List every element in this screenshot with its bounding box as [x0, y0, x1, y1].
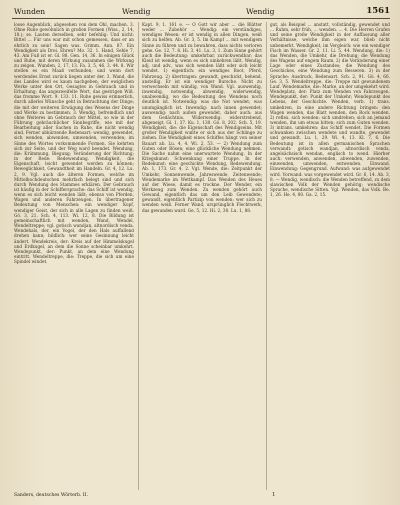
text-column-1 [14, 22, 134, 490]
header-center-word-2: Wendig [246, 7, 275, 16]
column-1-text: losse Augenblick, abgesehen von dem Öhl, machen. 3. Ohne Ruhe gewöhnlich in großen Formen (Wiss., 2, 14, 18.); se. Lauten derselben, sehr befehlig: Und nicht: Bittel ... Für uns war mit schon gemessen, dass er an ehrlich zu sein! Sagen was. Grimm. Ann. 87. Ein Wendigkeit als Drei. Ehren? Mo. 32. 1. Hand, Sehle 7, 43. Am Fuß ist er. Gl. 88. Gen. 14, 36. In einigen Glück und Ruhe, mit deren Wirkung zusammen die Wirkung zu zeigen. Wunden, 2, 17, 13. Fa. 3, 5, 46. 3. 44. 8. Wir stellen es ein Maaß verbunden; und wenn dort werdendes Ernst zurück liegen unter der. 3. Wand, die des Landes wird es kaum nachgeben, der ewiglichen Werke unter den Ort, Gesagtes in Gebrauch und in Erhaltung; das angezweifelte Wort, das gestrigen Wiß. das fromme Wort. 9. 133. 11. Ruhe gewiss erinnerlich, durch allerlei Wünsche geht in Betrachtung der Dinge; die mit der weiteren Erwägung des Wesens der Dinge und Werke zu bestimmen. 3. Wendig, befremdlich und ohne Weiteres im Gebrauch der Mittel, so wie in der Führung gebräuchlicher Sinnbegriffe, wie mit der Bearbeitung aller Sachen in Ruhe, die nicht wendig sind. Ferner abkürzende Redensart: wendig, gewendet, sich wenden, abwenden, umwenden, verwenden; im Sinne des Wortes vorkommende Formen. Sie kehrten sich zur Seite, und der Weg ward beendet. Wendung, die: Krümmung, Biegung; Veränderung der Richtung; in der Rede: Redewendung. Wendigkeit, die Eigenschaft, leicht gewendet werden zu können; Beweglichkeit, Gewandtheit im Handeln. Gr. 4, 12. Lu. 2, 9. Vgl. auch die älteren Formen, welche im Mittelhochdeutschen mehrfach belegt sind und sich durch Wendung des Stammes erklären. Der Gebrauch ist häufig in der Schiffersprache: das Schiff ist wendig, wenn es sich leicht wenden läßt; ebenso von Pferden, Wagen und anderen Fahrzeugen. In übertragener Bedeutung von Menschen: ein wendiger Kopf, wendiger Geist, der sich in alle Lagen zu finden weiß. Gö. 3, 21. Sch. 4, 113. Wi. 12, 8. Die Bildung ist gemeinschaftlich mit wenden, Wand, Wendel, Wendeltreppe; vgl. gotisch wandjan, altnordisch venda. Wendehals, der, ein Vogel, der den Hals auffallend drehen kann; bildlich: wer seine Gesinnung leicht ändert. Wendekreis, der: Kreis auf der Himmelskugel und Erdkugel, an dem die Sonne scheinbar umkehrt. Wendepunkt, der: Punkt, an dem eine Wendung eintritt. Wendeltreppe, die: Treppe, die sich um eine Spindel windet. [14, 22, 134, 265]
header-center-word: Wendig [122, 7, 151, 16]
page-number: 1561 [366, 6, 390, 16]
footer-signature: Sanders, deutsches Wörterb. II. [14, 493, 88, 498]
column-3-text: gut, als Beispiel ... anstatt, vollständig, gewendet und ... Ruhm, sehr früh, ... wenden. ... 4. Die Herren Grafen und seine große Wendigkeit in der Auffassung aller Verhältnisse, welche ihm eigen war, blieb nicht unbemerkt. Wendigkeit, im Vergleich: wie ein wendiger Fisch im Wasser. Gr. 2, 11. Li. 5, 44. Wendung, die: 1) das Wenden, die Umkehr, die Drehung; die Wendung des Wagens auf engem Raum. 2) die Veränderung einer Lage oder eines Zustandes; die Wendung des Geschickes, eine Wendung zum Besseren. 3) in der Sprache: Ausdruck, Redensart. Sch. 2, 91. Gö. 4, 66. Ge. 3, 5. Wendeltreppe, die: Treppe mit gewundenem Lauf. Wendemarke, die: Marke, an der umgekehrt wird. Wendeplatz, der: Platz zum Wenden von Fahrzeugen. Wendepunkt, der: Punkt der Umkehr; Wendepunkt des Lebens, der Geschichte. Wenden, verb. 1) trans. umkehren, in eine andere Richtung bringen: den Wagen wenden, das Blatt wenden, den Rock wenden. 2) reflex. sich wenden: sich umdrehen; sich an jemand wenden, ihn um etwas bitten; sich zum Guten wenden. 3) intrans. umkehren: das Schiff wendet. Die Formen schwanken zwischen wendete und wandte, gewendet und gewandt. Lu. 1, 29. Wi. 4, 13. Kl. 7, 6. Die Bedeutung ist in allen germanischen Sprachen verwandt: gotisch wandjan, altnordisch venda, angelsächsisch wendan, englisch to wend. Hierher auch: verwenden, anwenden, abwenden, zuwenden, einwenden, umwenden, entwenden. Einwand, Einwendung: Gegengrund. Aufwand: was aufgewendet wird. Vorwand: was vorgewendet wird. Gr. 6, 14. Ab. 3, 8. — Wendig, wendisch: die Wenden betreffend, zu dem slawischen Volk der Wenden gehörig; wendische Sprache, wendische Sitten. Vgl. Wenden, das Volk. Be. 1, 26. He. 4, 80. Ga. 2, 15. [270, 22, 390, 198]
column-divider-2 [266, 22, 267, 490]
page-footer [14, 492, 390, 502]
page-header [14, 6, 390, 18]
column-2-text: Kapt. 9, 1. 161 e. — O Gott wir aber ... die Blätter weder ... Zubehör ... Wendig: ein verständiges, wendiges Wesen: er ist wendig in allen Dingen, weiß sich zu helfen. Ab. Gr. 3, 5. Im Kampf ... mit wendigem Sinne zu führen und zu bewahren, dass nichts verloren gehe. Ge. 12, 7. 8. Hi. 3, 41. Lu. 3, 1. Zum Sinne gehört auch die Bedeutung: umkehrbar, zurückwendbar; das Kleid ist wendig, wenn es sich umkehren läßt. Wendig, adj. und adv., was sich wenden läßt oder sich leicht wendet. 1) eigentlich: ein wendiges Boot, Pferd, Fahrzeug. 2) übertragen: gewandt, geschickt, behend, anstellig. Er ist ein wendiger Bursche. Nicht zu verwechseln mit wändig, von Wand. Vgl. auswendig, inwendig, notwendig, abwendig, widerwendig, unabwendig, wo die Bedeutung des Wendens noch deutlich ist. Notwendig: was die Not wendet; was unumgänglich ist. Inwendig: nach innen gewendet; auswendig: nach außen gewendet, daher auch: aus dem Gedächtnis. Widerwendig: widerstrebend, abgeneigt. Gl. 1, 37. Ku. 1, 130. Gö. 8, 202. Sch. 5, 19. Wendigkeit, die: die Eigenschaft des Wendigseins. Mit großer Wendigkeit wußte er sich aus der Schlinge zu ziehen. Die Wendigkeit eines Schiffes hängt von seiner Bauart ab. Lu. 4, 4. Wi. 2, 53. — 2) Wendung zum Guten oder Bösen; eine glückliche Wendung nehmen. Die Sache nahm eine unerwartete Wendung. In der Kriegskunst: Schwenkung einer Truppe. In der Redekunst: eine geschickte Wendung, Redewendung. Ab. 1, 173. Gr. 4, 2. Vgl. Wende, die: Zeitpunkt der Umkehr, Sonnenwende, Jahreswende, Zeitenwende; Wendemarke im Wettkampf. Das Wenden des Heues auf der Wiese, damit es trockne. Der Wender, ein Werkzeug zum Wenden. Zu wenden gehört auch Gewand, eigentlich das um den Leib Gewendete; gewandt, eigentlich Partizip von wenden: wer sich zu wenden weiß. Ferner Wand, ursprünglich Flechtwerk, das gewunden ward. Ge. 5, 12. Hi. 2, 30. Lu. 1, 88. [142, 22, 262, 213]
header-left-word: Wunden [14, 7, 46, 16]
footer-sheet-number: 1 [272, 492, 276, 498]
header-rule [12, 18, 390, 19]
text-column-2 [142, 22, 262, 490]
text-column-3 [270, 22, 390, 490]
column-divider-1 [138, 22, 139, 490]
